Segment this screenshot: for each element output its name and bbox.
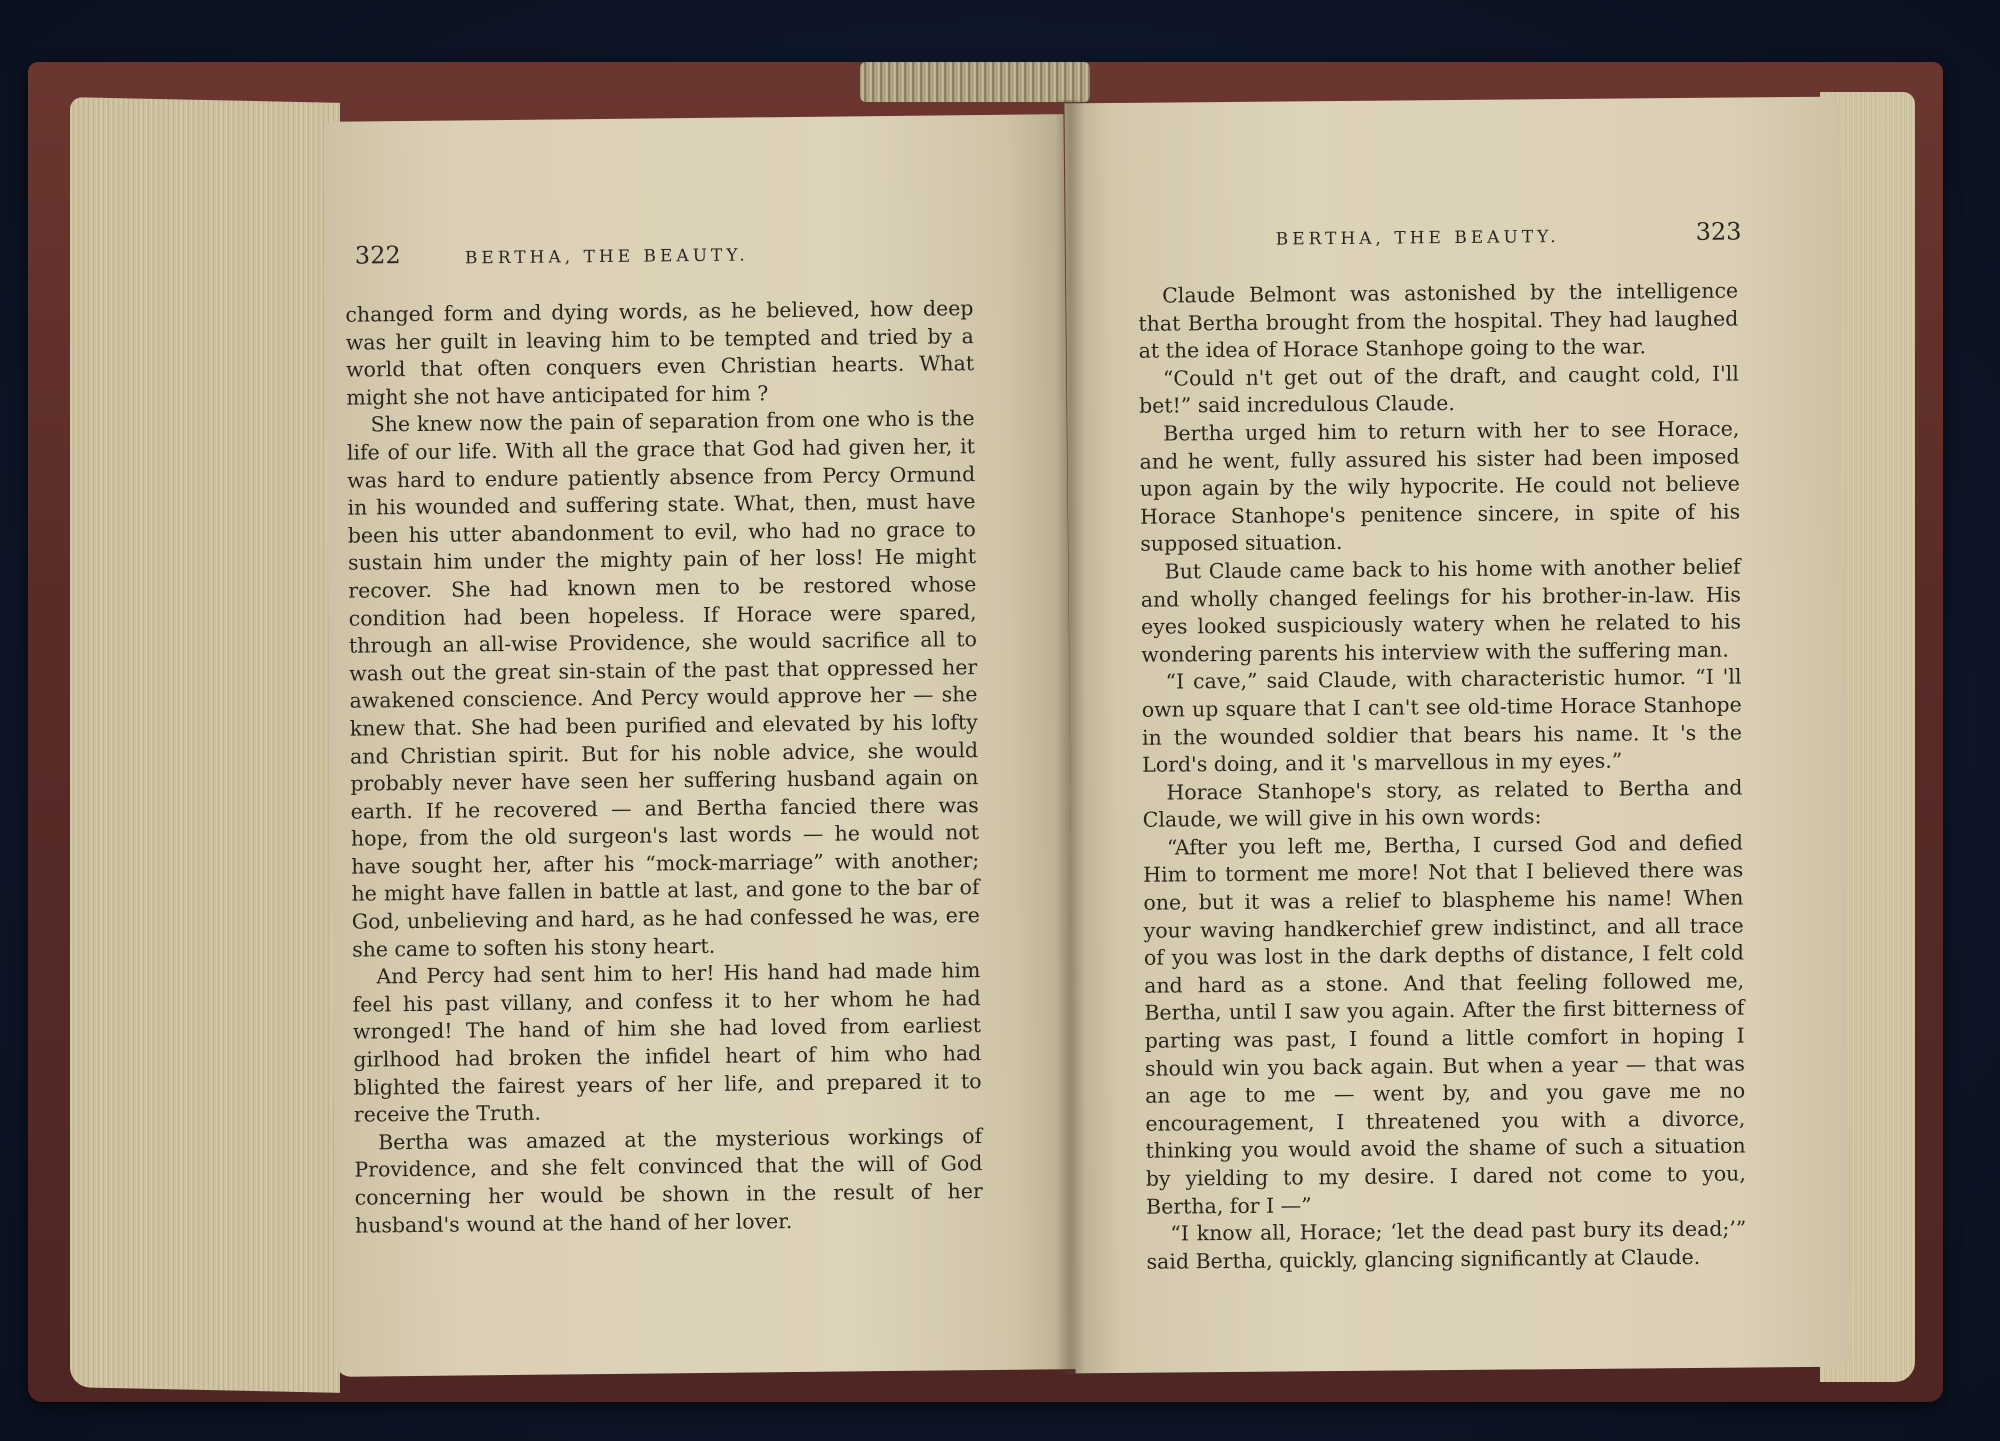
right-paragraph: “Could n't get out of the draft, and caught cold, I'll bet!” said incredulous Claude. — [1139, 361, 1739, 419]
book-spine-headband — [860, 62, 1090, 102]
right-paragraph: “I know all, Horace; ‘let the dead past bury its dead;’” said Bertha, quickly, glancing significantly at Claude. — [1146, 1216, 1747, 1274]
right-running-head: BERTHA, THE BEAUTY. — [1275, 227, 1560, 250]
book-gutter — [1055, 100, 1085, 1375]
right-paragraph: Horace Stanhope's story, as related to Bertha and Claude, we will give in his own words: — [1142, 775, 1743, 833]
right-page-number: 323 — [1695, 217, 1742, 246]
right-paragraph: Claude Belmont was astonished by the intelligence that Bertha brought from the hospital. They had laughed at the idea of Horace Stanhope going to the war. — [1138, 278, 1739, 363]
right-paragraph: Bertha urged him to return with her to see Horace, and he went, fully assured his sister had been imposed upon again by the wily hypocrite. He could not believe Horace Stanhope's penitence sincere, in spite of his supposed situation. — [1139, 416, 1741, 557]
right-paragraph: But Claude came back to his home with another belief and wholly changed feelings for his brother-in-law. His eyes looked suspiciously watery when he related to his wondering parents his interview with the suffering man. — [1140, 554, 1742, 667]
right-paragraph: “After you left me, Bertha, I cursed God and defied Him to torment me more! Not that I believed there was one, but it was a relief to blaspheme his name! When your waving handkerchief grew indistinct, and all trace of you was lost in the dark depths of distance, I felt cold and hard as a stone. And that feeling followed me, Bertha, until I saw you again. After the first bitterness of parting was past, I found a little comfort in hoping I should win you back again. But when a year — that was an age to me — went by, and you gave me no encouragement, I threatened you with a divorce, thinking you would avoid the shame of such a situation by yielding to my desire. I dared not come to you, Bertha, for I —” — [1143, 830, 1746, 1219]
left-page-edges — [70, 97, 340, 1393]
left-paragraph: She knew now the pain of separation from one who is the life of our life. With all the grace that God had given her, it was hard to endure patiently absence from Percy Ormund in his wounded and suffering state. What, then, must have been his utter abandonment to evil, who had no grace to sustain him under the mighty pain of her loss! He might recover. She had known men to be restored whose condition had been hopeless. If Horace were spared, through an all-wise Providence, she would sacrifice all to wash out the great sin-stain of the past that oppressed her awakened conscience. And Percy would approve her — she knew that. She had been purified and elevated by his lofty and Christian spirit. But for his noble advice, she would probably never have seen her suffering husband again on earth. If he recovered — and Bertha fancied there was hope, from the old surgeon's last words — he would not have sought her, after his “mock-marriage” with another; he might have fallen in battle at last, and gone to the bar of God, unbelieving and hard, as he had confessed he was, ere she came to soften his stony heart. — [346, 406, 980, 962]
left-page-number: 322 — [354, 241, 401, 270]
left-page-body — [345, 295, 983, 1240]
left-running-head: BERTHA, THE BEAUTY. — [464, 245, 749, 269]
right-paragraph: “I cave,” said Claude, with characteristic humor. “I 'll own up square that I can't see old-time Horace Stanhope in the wounded soldier that bears his name. It 's the Lord's doing, and it 's marvellous in my eyes.” — [1141, 664, 1743, 777]
right-page-body — [1138, 278, 1747, 1277]
left-paragraph: Bertha was amazed at the mysterious workings of Providence, and she felt convinced that the will of God concerning her would be shown in the result of her husband's wound at the hand of her lover. — [354, 1123, 983, 1238]
left-paragraph: And Percy had sent him to her! His hand had made him feel his past villany, and confess it to her whom he had wronged! The hand of him she had loved from earliest girlhood had broken the infidel heart of him who had blighted the fairest years of her life, and prepared it to receive the Truth. — [352, 958, 982, 1127]
left-paragraph: changed form and dying words, as he believed, how deep was her guilt in leaving him to be tempted and tried by a world that often conquers even Christian hearts. What might she not have anticipated for him ? — [345, 296, 975, 410]
right-page — [1064, 97, 1850, 1374]
left-page — [323, 114, 1076, 1377]
